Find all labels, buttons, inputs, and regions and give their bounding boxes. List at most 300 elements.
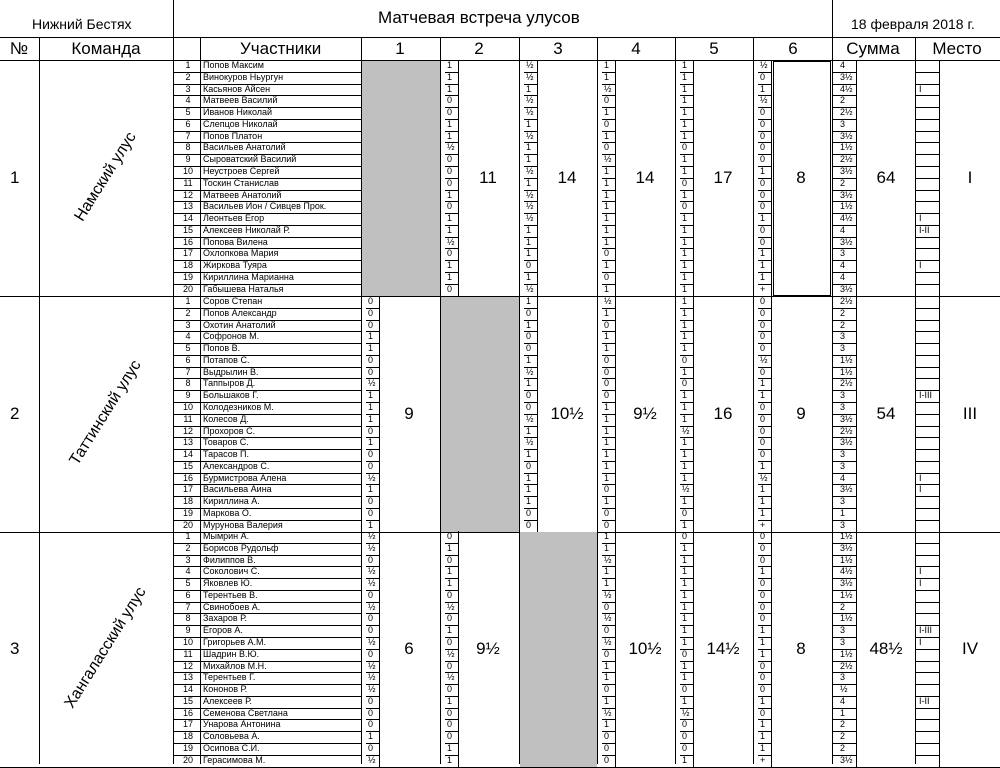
result-cell-line	[771, 142, 772, 154]
player-number: 11	[183, 177, 193, 188]
place-cell-line	[939, 672, 940, 684]
sum-cell-line	[856, 119, 857, 131]
player-number: 10	[183, 637, 194, 648]
result-cell-line	[693, 743, 694, 755]
row-line	[173, 755, 361, 756]
player-number: 10	[183, 166, 194, 177]
result-cell: 1	[604, 331, 610, 342]
result-cell-line	[379, 684, 380, 696]
result-cell: 0	[604, 118, 610, 129]
result-cell-line	[537, 166, 538, 178]
sum-cell-line	[856, 508, 857, 520]
place-cell-line	[915, 131, 939, 132]
player-name: Кириллина А.	[203, 496, 260, 507]
result-cell-line	[771, 613, 772, 625]
result-cell: ½	[447, 672, 455, 683]
player-name: Колесов Д.	[203, 413, 249, 424]
place-cell-line	[915, 284, 939, 285]
result-cell: 0	[526, 519, 532, 530]
round-total: 14	[635, 167, 655, 187]
row-line	[173, 367, 361, 368]
result-cell: ½	[604, 554, 612, 565]
result-cell: ½	[760, 60, 768, 70]
result-cell: 0	[760, 542, 766, 553]
player-sum: 3	[840, 519, 846, 530]
result-cell: 1	[604, 402, 610, 413]
result-cell-line	[615, 308, 616, 320]
sum-cell-line	[856, 672, 857, 684]
result-cell-line	[771, 154, 772, 166]
player-number: 1	[185, 60, 191, 70]
result-cell: 0	[682, 731, 688, 742]
result-cell-line	[615, 390, 616, 402]
player-name: Соколович С.	[203, 566, 260, 577]
player-sum: 1½	[840, 142, 853, 153]
result-cell: 1	[682, 213, 688, 224]
player-number: 3	[185, 554, 191, 565]
player-number: 1	[185, 531, 191, 541]
player-sum: 2	[840, 95, 846, 106]
result-cell-line	[693, 637, 694, 649]
result-cell: 0	[760, 142, 766, 153]
result-cell: 0	[447, 554, 453, 565]
player-number: 4	[185, 331, 191, 342]
result-cell: ½	[526, 189, 534, 200]
result-cell: 1	[604, 107, 610, 118]
team-place: IV	[961, 638, 979, 658]
sum-cell-line	[856, 296, 857, 308]
column-header: Сумма	[846, 39, 900, 58]
result-cell: 1	[447, 224, 453, 235]
result-cell: 1	[526, 496, 532, 507]
result-cell-line	[771, 343, 772, 355]
place-cell-line	[915, 119, 939, 120]
column-header: 4	[631, 39, 641, 58]
player-number: 9	[185, 625, 191, 636]
player-place: I	[919, 260, 922, 271]
player-number: 6	[185, 354, 191, 365]
place-cell-line	[915, 296, 939, 297]
player-place: I	[919, 213, 922, 224]
result-cell-line	[771, 390, 772, 402]
result-cell: ½	[447, 142, 455, 153]
result-cell: ½	[604, 613, 612, 624]
player-sum: 2	[840, 719, 846, 730]
result-cell: ½	[682, 707, 690, 718]
result-cell: 0	[447, 684, 453, 695]
player-sum: 3½	[840, 71, 853, 82]
player-name: Винокуров Ньургун	[203, 71, 284, 82]
round-total: 9½	[633, 403, 657, 423]
result-cell: 1	[604, 130, 610, 141]
result-cell-line	[771, 543, 772, 555]
result-cell: ½	[604, 707, 612, 718]
player-name: Васильев Анатолий	[203, 142, 286, 153]
player-name: Потапов С.	[203, 354, 250, 365]
result-cell-line	[615, 578, 616, 590]
place-cell-line	[915, 731, 939, 732]
player-sum: 1½	[840, 613, 853, 624]
result-cell: 0	[368, 307, 374, 318]
result-cell: 1	[682, 542, 688, 553]
result-cell: 1	[447, 542, 453, 553]
result-cell-line	[693, 331, 694, 343]
result-cell-line	[771, 260, 772, 272]
row-line	[173, 508, 361, 509]
player-place: I-III	[919, 390, 932, 401]
player-name: Попов В.	[203, 343, 241, 354]
result-cell-line	[615, 731, 616, 743]
result-cell-line	[379, 743, 380, 755]
result-cell: 1	[760, 731, 766, 742]
result-cell-line	[458, 743, 459, 755]
team-number: 3	[10, 638, 20, 658]
player-sum: 3	[840, 248, 846, 259]
result-cell-line	[693, 414, 694, 426]
result-cell: 1	[604, 460, 610, 471]
player-sum: 3	[840, 343, 846, 354]
row-line	[173, 743, 361, 744]
result-cell-line	[379, 590, 380, 602]
round-total: 14½	[706, 638, 740, 658]
result-cell: 1	[682, 589, 688, 600]
player-name: Герасимова М.	[203, 754, 266, 765]
player-name: Осипова С.И.	[203, 743, 260, 754]
player-sum: 2	[840, 319, 846, 330]
result-cell: 1	[368, 331, 374, 342]
result-cell: ½	[368, 684, 376, 695]
player-name: Габышева Наталья	[203, 283, 284, 294]
result-cell-line	[379, 331, 380, 343]
result-cell-line	[771, 166, 772, 178]
result-cell-line	[615, 613, 616, 625]
result-cell-line	[537, 484, 538, 496]
result-cell-line	[615, 178, 616, 190]
result-cell: 1	[526, 484, 532, 495]
result-cell-line	[771, 95, 772, 107]
result-cell: 0	[760, 319, 766, 330]
player-number: 12	[183, 189, 194, 200]
row-line	[173, 260, 361, 261]
player-name: Михайлов М.Н.	[203, 660, 267, 671]
result-cell: 0	[604, 625, 610, 636]
result-cell: 0	[604, 248, 610, 259]
place-cell-line	[939, 72, 940, 84]
result-cell: 0	[447, 107, 453, 118]
result-cell-line	[615, 60, 616, 72]
player-number: 17	[183, 248, 194, 259]
player-name: Алексеев Р.	[203, 695, 252, 706]
result-cell: +	[760, 283, 766, 294]
result-cell-line	[458, 637, 459, 649]
place-cell-line	[915, 154, 939, 155]
sum-cell-line	[856, 613, 857, 625]
player-sum: 3	[840, 672, 846, 683]
result-cell: 1	[447, 272, 453, 283]
result-cell-line	[615, 284, 616, 296]
place-cell-line	[915, 190, 939, 191]
result-cell-line	[379, 531, 380, 543]
result-cell: 0	[760, 531, 766, 541]
result-cell: 1	[526, 177, 532, 188]
player-sum: 3	[840, 118, 846, 129]
result-cell: 0	[447, 248, 453, 259]
result-cell-line	[537, 272, 538, 284]
place-cell-line	[915, 755, 939, 756]
result-cell: 0	[760, 296, 766, 306]
sum-cell-line	[856, 743, 857, 755]
result-cell-line	[537, 378, 538, 390]
player-number: 7	[185, 130, 191, 141]
player-sum: 4	[840, 272, 846, 283]
player-name: Филиппов В.	[203, 554, 256, 565]
result-cell: 1	[682, 260, 688, 271]
player-name: Шадрин В.Ю.	[203, 648, 260, 659]
result-cell-line	[537, 508, 538, 520]
result-cell: 1	[526, 248, 532, 259]
result-cell: 1	[526, 154, 532, 165]
player-number: 19	[183, 743, 194, 754]
result-cell: ½	[526, 413, 534, 424]
result-cell-line	[458, 272, 459, 284]
result-cell: 1	[526, 236, 532, 247]
player-sum: 4½	[840, 83, 853, 94]
result-cell-line	[615, 343, 616, 355]
result-cell: 1	[604, 413, 610, 424]
player-name: Тарасов П.	[203, 449, 249, 460]
date-label: 18 февраля 2018 г.	[851, 16, 975, 32]
result-cell-line	[379, 461, 380, 473]
result-cell: 1	[526, 272, 532, 283]
sum-cell-line	[856, 719, 857, 731]
result-cell: 1	[682, 496, 688, 507]
result-cell-line	[537, 402, 538, 414]
result-cell: 1	[682, 460, 688, 471]
sum-cell-line	[856, 272, 857, 284]
place-cell-line	[915, 72, 939, 73]
player-number: 19	[183, 508, 194, 519]
player-sum: 3½	[840, 189, 853, 200]
result-cell: 1	[368, 437, 374, 448]
result-cell: ½	[447, 236, 455, 247]
place-cell-line	[939, 531, 940, 543]
player-sum: 3½	[840, 166, 853, 177]
result-cell-line	[537, 60, 538, 72]
result-cell-line	[379, 449, 380, 461]
result-cell: 0	[368, 648, 374, 659]
player-number: 15	[183, 224, 194, 235]
result-cell-line	[458, 590, 459, 602]
sum-cell-line	[856, 484, 857, 496]
result-cell-line	[537, 296, 538, 308]
result-cell-line	[458, 178, 459, 190]
result-cell-line	[693, 755, 694, 767]
result-cell-line	[693, 649, 694, 661]
result-cell: ½	[604, 296, 612, 306]
result-cell-line	[693, 95, 694, 107]
result-cell-line	[771, 508, 772, 520]
grid-line-vertical	[832, 37, 833, 764]
grid-line-vertical	[675, 37, 676, 764]
result-cell: 0	[447, 707, 453, 718]
row-line	[173, 532, 361, 533]
result-cell: 1	[447, 566, 453, 577]
player-name: Матвеев Анатолий	[203, 189, 282, 200]
round-total: 9	[404, 403, 414, 423]
player-number: 5	[185, 107, 191, 118]
place-cell-line	[939, 343, 940, 355]
result-cell-line	[693, 531, 694, 543]
result-cell-line	[771, 331, 772, 343]
place-cell-line	[915, 743, 939, 744]
result-cell: 0	[760, 118, 766, 129]
result-cell: 1	[604, 531, 610, 541]
round-total: 14	[557, 167, 577, 187]
place-cell-line	[939, 119, 940, 131]
player-name: Алексеев Николай Р.	[203, 224, 291, 235]
place-cell-line	[915, 320, 939, 321]
player-sum: 3½	[840, 130, 853, 141]
player-sum: ½	[840, 684, 848, 695]
player-sum: 3½	[840, 236, 853, 247]
result-cell-line	[693, 308, 694, 320]
result-cell-line	[693, 213, 694, 225]
player-sum: 2	[840, 743, 846, 754]
result-cell: 0	[760, 449, 766, 460]
player-name: Свинобоев А.	[203, 601, 261, 612]
result-cell: 1	[604, 260, 610, 271]
row-line	[173, 672, 361, 673]
result-cell: 0	[760, 554, 766, 565]
result-cell-line	[615, 590, 616, 602]
player-number: 9	[185, 390, 191, 401]
result-cell-line	[771, 119, 772, 131]
result-cell: 0	[760, 425, 766, 436]
player-name: Григорьев А.М.	[203, 637, 266, 648]
sum-cell-line	[856, 142, 857, 154]
result-cell-line	[615, 296, 616, 308]
result-cell-line	[771, 355, 772, 367]
result-cell-line	[537, 308, 538, 320]
player-name: Терентьев Г.	[203, 672, 256, 683]
result-cell: ½	[368, 578, 376, 589]
result-cell-line	[615, 213, 616, 225]
result-cell: ½	[526, 71, 534, 82]
player-number: 16	[183, 472, 194, 483]
result-cell: 1	[760, 637, 766, 648]
result-cell: 0	[760, 402, 766, 413]
place-cell-line	[939, 437, 940, 449]
row-line	[173, 696, 361, 697]
player-name: Яковлев Ю.	[203, 578, 253, 589]
result-cell: ½	[368, 672, 376, 683]
team-sum: 48½	[869, 638, 903, 658]
result-cell-line	[771, 378, 772, 390]
player-number: 15	[183, 460, 194, 471]
result-cell: 1	[604, 449, 610, 460]
column-header: 3	[553, 39, 563, 58]
result-cell: 1	[682, 83, 688, 94]
player-place: I-II	[919, 695, 930, 706]
result-cell: 0	[368, 319, 374, 330]
result-cell: 1	[604, 472, 610, 483]
result-cell: 1	[526, 118, 532, 129]
row-line	[173, 661, 361, 662]
result-cell-line	[771, 284, 772, 296]
place-cell-line	[939, 355, 940, 367]
row-line	[173, 414, 361, 415]
player-number: 8	[185, 613, 191, 624]
page-title: Матчевая встреча улусов	[378, 8, 580, 27]
row-line	[173, 426, 361, 427]
player-place: I	[919, 566, 922, 577]
result-cell: 1	[760, 508, 766, 519]
result-cell-line	[379, 308, 380, 320]
player-name: Васильева Аина	[203, 484, 272, 495]
result-cell: 0	[368, 554, 374, 565]
result-cell: ½	[604, 589, 612, 600]
result-cell-line	[771, 590, 772, 602]
result-cell: 1	[682, 413, 688, 424]
round-total: 10½	[628, 638, 662, 658]
result-cell: 1	[447, 213, 453, 224]
result-cell-line	[693, 119, 694, 131]
team-name: Намский улус	[71, 128, 140, 225]
row-line	[173, 496, 361, 497]
result-cell: 1	[526, 354, 532, 365]
result-cell: 0	[604, 390, 610, 401]
sum-cell-line	[856, 578, 857, 590]
sum-cell-line	[856, 437, 857, 449]
player-name: Попов Платон	[203, 130, 263, 141]
result-cell-line	[693, 107, 694, 119]
row-line	[173, 390, 361, 391]
result-cell-line	[379, 484, 380, 496]
result-cell: 0	[447, 731, 453, 742]
result-cell: 0	[682, 531, 688, 541]
result-cell: ½	[526, 95, 534, 106]
player-sum: 3½	[840, 754, 853, 765]
result-cell: 0	[526, 260, 532, 271]
result-cell: 0	[368, 695, 374, 706]
row-line	[173, 578, 361, 579]
player-sum: 1½	[840, 201, 853, 212]
result-cell: 0	[604, 272, 610, 283]
result-cell-line	[771, 531, 772, 543]
team-name: Хангаласский улус	[61, 584, 150, 712]
player-name: Борисов Рудольф	[203, 542, 279, 553]
grid-line-vertical	[39, 37, 40, 764]
result-cell-line	[537, 461, 538, 473]
result-cell: 1	[682, 224, 688, 235]
result-cell-line	[771, 296, 772, 308]
place-cell-line	[939, 260, 940, 272]
result-cell-line	[615, 272, 616, 284]
result-cell: 0	[760, 366, 766, 377]
result-cell: 0	[682, 378, 688, 389]
player-name: Семенова Светлана	[203, 707, 288, 718]
result-cell: 1	[526, 142, 532, 153]
place-cell-line	[939, 755, 940, 767]
result-cell: 1	[682, 554, 688, 565]
player-number: 8	[185, 142, 191, 153]
result-cell: 1	[526, 224, 532, 235]
result-cell: 0	[682, 743, 688, 754]
player-place: I	[919, 83, 922, 94]
result-cell: 0	[760, 578, 766, 589]
sum-cell-line	[856, 731, 857, 743]
player-place: I-III	[919, 625, 932, 636]
